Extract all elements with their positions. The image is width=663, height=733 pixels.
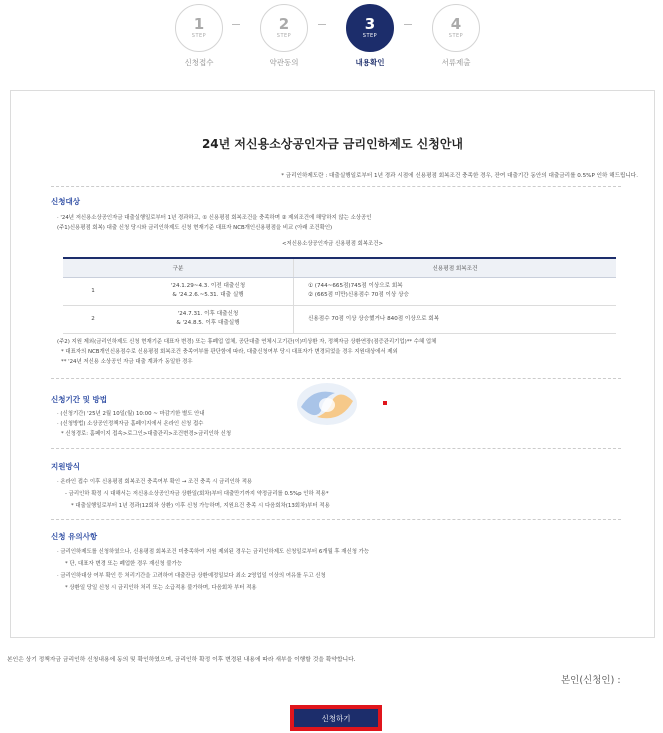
row-period: '24.7.31. 이후 대출신청 bbox=[177, 311, 239, 317]
table-row bbox=[63, 305, 616, 333]
section-divider bbox=[51, 186, 621, 187]
submit-button[interactable]: 신청하기 bbox=[294, 709, 378, 727]
target-line: (주1)신용평점 회복) 대출 신청 당시와 금리인하제도 신청 현재기준 대표자 NCB개인신용평점을 비교 (아래 조건확인) bbox=[57, 225, 333, 231]
section-heading-period: 신청기간 및 방법 bbox=[51, 395, 107, 404]
step-word: STEP bbox=[448, 33, 464, 39]
support-line: * 대출실행일로부터 1년 경과(12회차 상환) 이후 신청 가능하며, 지원요건 충족 시 다음회차(13회차)부터 적용 bbox=[71, 503, 330, 509]
confirmation-text: 본인은 상기 정책자금 금리인하 신청내용에 동의 및 확인하였으며, 금리인하 확정 이후 변경된 내용에 따라 새부을 이행할 것을 확약합니다. bbox=[7, 657, 356, 663]
red-marker bbox=[383, 401, 387, 405]
period-line: · (신청기간) '25년 2월 10일(월) 10:00 ~ 마감기한 별도 안내 bbox=[57, 411, 205, 417]
step-word: STEP bbox=[276, 33, 292, 39]
footnote: * 대표자의 NCB개인신용점수로 신용평점 회복조건 충족여부를 판단함에 따라, 대출신청여부 당시 대표자가 변경되었을 경우 지원대상에서 제외 bbox=[61, 349, 398, 355]
emblem-watermark-icon bbox=[295, 381, 359, 427]
step-2 bbox=[256, 4, 312, 68]
table-header: 신용평점 회복조건 bbox=[294, 258, 617, 277]
submit-highlight bbox=[290, 705, 382, 731]
support-line: - 금리인하 확정 시 대해서는 저신용소상공인자금 상환일(회차)부터 대출만기까지 약정금리를 0.5%p 인하 적용* bbox=[65, 491, 329, 497]
caution-line: · 금리인하대상 여부 확인 등 처리기간을 고려하여 대출잔금 상환예정일보다 최소 2영업일 이상의 여유를 두고 신청 bbox=[57, 573, 326, 579]
step-word: STEP bbox=[362, 33, 378, 39]
table-caption: <저신용소상공인자금 신용평점 회복조건> bbox=[282, 241, 383, 247]
period-line: * 신청경로: 홈페이지 접속>로그인>대출관리>조건변경>금리인하 신청 bbox=[61, 431, 232, 437]
table-cell bbox=[294, 277, 617, 305]
notice-title: 24년 저신용소상공인자금 금리인하제도 신청안내 bbox=[201, 137, 464, 151]
step-divider bbox=[404, 24, 412, 25]
row-period: '24.1.29~4.3. 이전 대출신청 bbox=[170, 283, 246, 289]
table-header: 구분 bbox=[63, 258, 294, 277]
step-divider bbox=[232, 24, 240, 25]
section-divider bbox=[51, 378, 621, 379]
row-number: 1 bbox=[91, 287, 95, 294]
signer-label: 본인(신청인) : bbox=[561, 675, 621, 686]
row-period: & '24.2.6.~5.31. 대출 실행 bbox=[172, 292, 244, 298]
row-condition: ② (665점 미만)신용점수 70점 이상 상승 bbox=[308, 292, 409, 298]
footnote: (주2) 지원 제외(금리인하제도 신청 현재기준 대표자 변경) 또는 휴폐업 업체, 공단대출 연체시고기관(이)미상환 자, 정책자금 상환연장(점증관리기업)** 수혜 업체 bbox=[57, 339, 437, 345]
step-label: 약관동의 bbox=[269, 58, 299, 67]
period-line: · (신청방법) 소상공인정책자금 홈페이지에서 온라인 신청 접수 bbox=[57, 421, 204, 427]
step-label: 신청접수 bbox=[184, 58, 214, 67]
section-divider bbox=[51, 519, 621, 520]
step-circle bbox=[346, 4, 394, 52]
step-number: 3 bbox=[364, 15, 376, 33]
step-1 bbox=[171, 4, 227, 68]
footnote: ** '24년 저신용 소상공인 자금 대출 계좌가 동일한 경우 bbox=[61, 359, 193, 365]
table-cell bbox=[63, 305, 294, 333]
row-condition: 신용점수 70점 이상 상승했거나 840점 이상으로 회복 bbox=[308, 315, 440, 322]
table-cell bbox=[294, 305, 617, 333]
support-line: · 온라인 접수 이후 신용평점 회복조건 충족여부 확인 → 조건 충족 시 금리인하 적용 bbox=[57, 479, 253, 485]
section-heading-caution: 신청 유의사항 bbox=[51, 532, 98, 541]
caution-line: * 단, 대표자 변경 또는 폐업한 경우 재신청 불가능 bbox=[65, 561, 183, 567]
caution-line: · 금리인하제도를 신청하였으나, 신용평점 회복조건 미충족하여 지원 제외된 경우는 금리인하제도 신청일로부터 6개월 후 재신청 가능 bbox=[57, 549, 370, 555]
row-period: & '24.8.5. 이후 대출실행 bbox=[176, 320, 240, 326]
recovery-condition-table bbox=[63, 257, 616, 334]
step-label: 내용확인 bbox=[355, 58, 385, 67]
row-number: 2 bbox=[91, 315, 95, 322]
step-number: 4 bbox=[450, 15, 462, 33]
progress-stepper bbox=[168, 4, 498, 67]
section-divider bbox=[51, 448, 621, 449]
caution-line: * 상환일 당일 신청 시 금리인하 처리 또는 소급적용 불가하며, 다음회차 부터 적용 bbox=[65, 585, 257, 591]
table-row bbox=[63, 277, 616, 305]
table-header-row bbox=[63, 258, 616, 277]
notice-panel bbox=[10, 90, 655, 638]
step-4 bbox=[428, 4, 484, 68]
step-divider bbox=[318, 24, 326, 25]
step-word: STEP bbox=[191, 33, 207, 39]
section-heading-target: 신청대상 bbox=[51, 197, 80, 206]
section-heading-support: 지원방식 bbox=[51, 462, 80, 471]
table-cell bbox=[63, 277, 294, 305]
step-circle bbox=[175, 4, 223, 52]
step-number: 2 bbox=[278, 15, 290, 33]
notice-definition-note: * 금리인하제도란 : 대출실행일로부터 1년 경과 시점에 신용평점 회복조건 충족한 경우, 잔여 대출기간 동안의 대출금리를 0.5%P 인하 해드립니다. bbox=[281, 173, 638, 179]
step-3-current bbox=[342, 4, 398, 68]
target-line: · '24년 저신용소상공인자금 대출실행일로부터 1년 경과하고, ① 신용평점 회복조건을 충족하며 ② 제외조건에 해당하지 않는 소상공인 bbox=[57, 215, 372, 221]
row-condition: ① (744~665점)745점 이상으로 회복 bbox=[308, 283, 403, 289]
step-circle bbox=[432, 4, 480, 52]
step-circle bbox=[260, 4, 308, 52]
step-number: 1 bbox=[193, 15, 205, 33]
step-label: 서류제출 bbox=[441, 58, 471, 67]
